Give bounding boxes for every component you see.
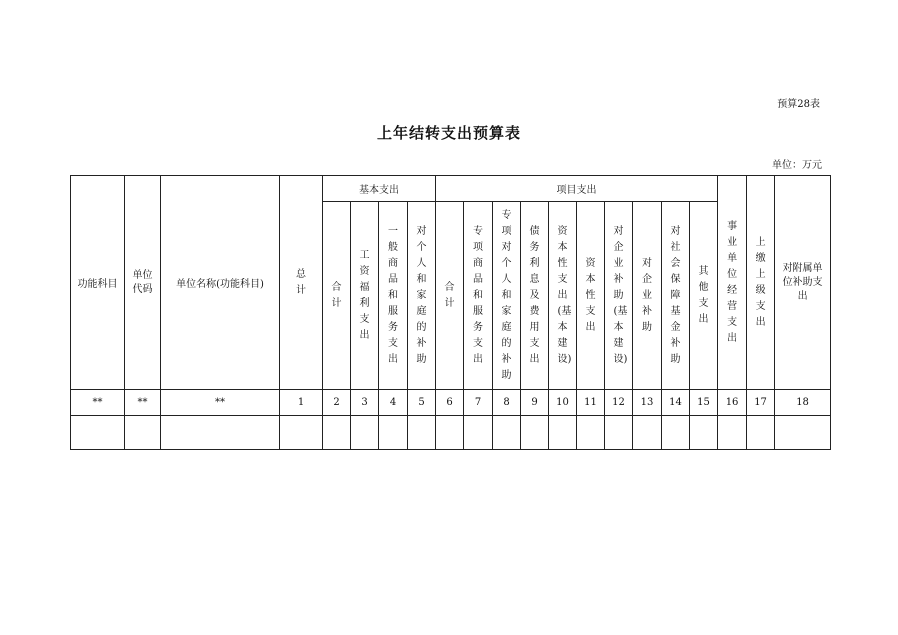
index-cell: ** [71, 390, 125, 416]
header-project-col [577, 202, 605, 390]
header-business-text: 事业单位经营支出 [727, 220, 738, 344]
data-cell [718, 416, 747, 450]
data-cell [577, 416, 605, 450]
index-cell: 9 [521, 390, 549, 416]
header-project-col [690, 202, 718, 390]
header-project-text: 资本性支出 [585, 257, 596, 333]
data-cell [747, 416, 775, 450]
header-project-col [549, 202, 577, 390]
header-basic-text: 一般商品和服务支出 [388, 225, 398, 365]
header-project-text: 债务利息及费用支出 [529, 225, 540, 365]
header-basic-col [323, 202, 351, 390]
page-title: 上年结转支出预算表 [376, 124, 521, 142]
header-basic-text: 合计 [331, 281, 342, 309]
data-cell [125, 416, 161, 450]
header-project-text: 专项对个人和家庭的补助 [501, 209, 512, 381]
data-cell [633, 416, 662, 450]
index-cell: 2 [323, 390, 351, 416]
unit-label: 单位：万元 [772, 160, 822, 171]
header-basic-text: 工资福利支出 [359, 249, 370, 341]
data-cell [775, 416, 831, 450]
header-basic-col [379, 202, 408, 390]
data-cell [662, 416, 690, 450]
table-number: 预算28表 [777, 99, 820, 110]
index-cell: ** [161, 390, 280, 416]
header-project-text: 合计 [444, 281, 455, 309]
index-cell: 13 [633, 390, 662, 416]
header-upper [747, 176, 775, 390]
header-basic-col [408, 202, 436, 390]
index-cell: 8 [493, 390, 521, 416]
header-project-col [436, 202, 464, 390]
index-cell: 18 [775, 390, 831, 416]
header-project-text: 对社会保障基金补助 [670, 225, 681, 365]
index-cell: 16 [718, 390, 747, 416]
header-project-text: 专项商品和服务支出 [473, 225, 483, 365]
data-cell [379, 416, 408, 450]
data-cell [436, 416, 464, 450]
header-project-text: 对企业补助 [642, 257, 652, 333]
header-project-col [605, 202, 633, 390]
header-project-group: 项目支出 [436, 176, 718, 202]
data-cell [408, 416, 436, 450]
header-upper-text: 上缴上级支出 [755, 236, 766, 328]
header-total [280, 176, 323, 390]
header-project-col [493, 202, 521, 390]
header-subsidiary-text: 对附属单位补助支出 [782, 262, 823, 302]
header-project-col [521, 202, 549, 390]
data-cell [71, 416, 125, 450]
index-cell: 5 [408, 390, 436, 416]
header-basic-group: 基本支出 [323, 176, 436, 202]
index-cell: 15 [690, 390, 718, 416]
header-subsidiary [775, 176, 831, 390]
budget-table [70, 175, 831, 450]
header-project-text: 资本性支出(基本建设) [557, 225, 572, 365]
header-project-text: 其他支出 [698, 265, 709, 325]
data-cell [161, 416, 280, 450]
header-unit-name: 单位名称(功能科目) [161, 176, 280, 390]
data-cell [690, 416, 718, 450]
header-project-col [464, 202, 493, 390]
header-business [718, 176, 747, 390]
header-project-text: 对企业补助(基本建设) [613, 225, 628, 365]
index-cell: 14 [662, 390, 690, 416]
header-project-col [633, 202, 662, 390]
index-cell: 17 [747, 390, 775, 416]
index-cell: 12 [605, 390, 633, 416]
data-cell [549, 416, 577, 450]
index-cell: 3 [351, 390, 379, 416]
header-unit-code [125, 176, 161, 390]
index-row [71, 390, 831, 416]
header-func-subject: 功能科目 [71, 176, 125, 390]
header-basic-text: 对个人和家庭的补助 [416, 225, 427, 365]
index-cell: 4 [379, 390, 408, 416]
data-cell [280, 416, 323, 450]
data-cell [323, 416, 351, 450]
index-cell: ** [125, 390, 161, 416]
header-project-col [662, 202, 690, 390]
index-cell: 6 [436, 390, 464, 416]
index-cell: 11 [577, 390, 605, 416]
data-cell [351, 416, 379, 450]
empty-data-row [71, 416, 831, 450]
index-cell: 7 [464, 390, 493, 416]
header-total-text: 总计 [296, 268, 306, 296]
header-unit-code-text: 单位代码 [132, 269, 153, 295]
data-cell [493, 416, 521, 450]
header-basic-col [351, 202, 379, 390]
index-cell: 10 [549, 390, 577, 416]
data-cell [464, 416, 493, 450]
data-cell [521, 416, 549, 450]
data-cell [605, 416, 633, 450]
index-cell: 1 [280, 390, 323, 416]
